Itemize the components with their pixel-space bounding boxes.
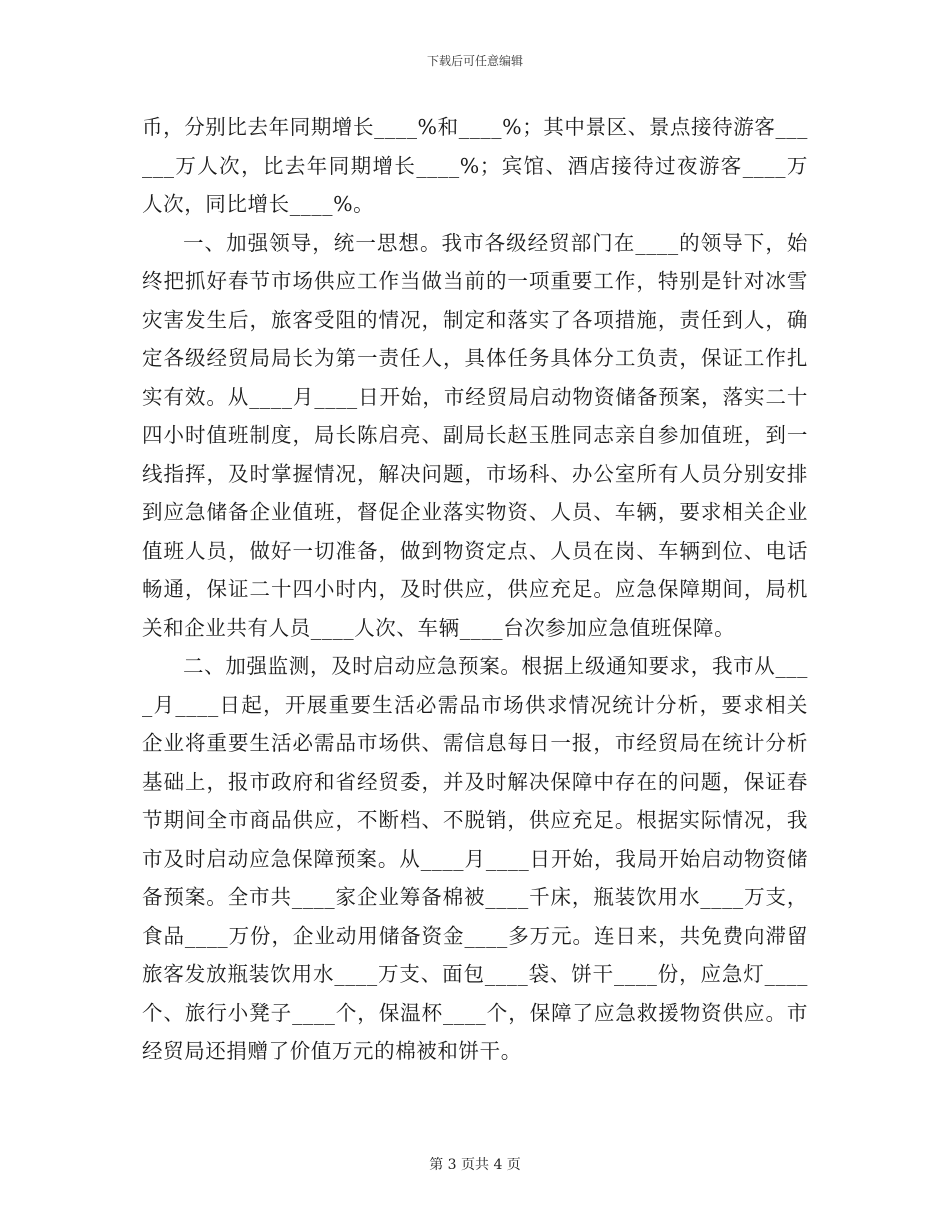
page-header: 下载后可任意编辑: [426, 54, 523, 68]
paragraph-section-one: 一、加强领导，统一思想。我市各级经贸部门在____的领导下，始终把抓好春节市场供应工作当做当前的一项重要工作，特别是针对冰雪灾害发生后，旅客受阻的情况，制定和落实了各项措施，责任到人，确定各级经贸局局长为第一责任人，具体任务具体分工负责，保证工作扎实有效。从____月____日开始，市经贸局启动物资储备预案，落实二十四小时值班制度，局长陈启亮、副局长赵玉胜同志亲自参加值班，到一线指挥，及时掌握情况，解决问题，市场科、办公室所有人员分别安排到应急储备企业值班，督促企业落实物资、人员、车辆，要求相关企业值班人员，做好一切准备，做到物资定点、人员在岗、车辆到位、电话畅通，保证二十四小时内，及时供应，供应充足。应急保障期间，局机关和企业共有人员____人次、车辆____台次参加应急值班保障。: [142, 230, 808, 640]
page-number: 第 3 页共 4 页: [429, 1157, 521, 1173]
paragraph-section-two: 二、加强监测，及时启动应急预案。根据上级通知要求，我市从____月____日起，开展重要生活必需品市场供求情况统计分析，要求相关企业将重要生活必需品市场供、需信息每日一报，市经贸局在统计分析基础上，报市政府和省经贸委，并及时解决保障中存在的问题，保证春节期间全市商品供应，不断档、不脱销，供应充足。根据实际情况，我市及时启动应急保障预案。从____月____日开始，我局开始启动物资储备预案。全市共____家企业筹备棉被____千床，瓶装饮用水____万支，食品____万份，企业动用储备资金____多万元。连日来，共免费向滞留旅客发放瓶装饮用水____万支、面包____袋、饼干____份，应急灯____个、旅行小凳子____个，保温杯____个，保障了应急救援物资供应。市经贸局还捐赠了价值万元的棉被和饼干。: [142, 654, 808, 1063]
paragraph-continued: 币，分别比去年同期增长____%和____%；其中景区、景点接待游客______万人次，比去年同期增长____%；宾馆、酒店接待过夜游客____万人次，同比增长____%。: [142, 115, 808, 216]
document-body: [142, 108, 808, 1071]
